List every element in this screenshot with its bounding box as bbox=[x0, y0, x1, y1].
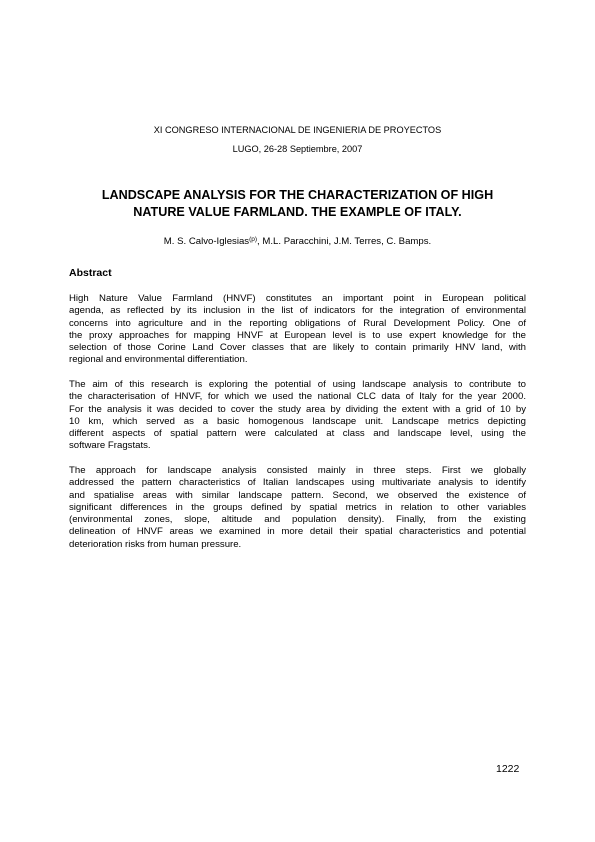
text-line: software Fragstats. bbox=[69, 440, 151, 452]
text-line: addressed the pattern characteristics of Italian landscapes using multivariate analysis to identify bbox=[69, 477, 526, 489]
page-number: 1222 bbox=[496, 763, 520, 775]
paper-title-line-2: NATURE VALUE FARMLAND. THE EXAMPLE OF ITALY. bbox=[133, 205, 462, 219]
first-author: M. S. Calvo-Iglesias bbox=[163, 236, 250, 247]
abstract-paragraph-2 bbox=[69, 379, 526, 453]
co-authors: , M.L. Paracchini, J.M. Terres, C. Bamps. bbox=[257, 236, 432, 247]
text-line: the proxy approaches for mapping HNVF at European level is to use expert knowledge for the bbox=[69, 329, 526, 341]
text-line: 10 km, which served as a basic homogenous landscape unit. Landscape metrics depicting bbox=[69, 415, 526, 427]
abstract-paragraph-3 bbox=[69, 465, 526, 551]
text-line: For the analysis it was decided to cover the study area by dividing the extent with a grid of 10 by bbox=[69, 403, 526, 415]
text-line: High Nature Value Farmland (HNVF) constitutes an important point in European political bbox=[69, 293, 526, 304]
paper-title-line-1: LANDSCAPE ANALYSIS FOR THE CHARACTERIZATION OF HIGH bbox=[101, 188, 494, 202]
text-line: different aspects of spatial pattern were calculated at class and landscape level, using the bbox=[69, 428, 526, 440]
text-line: and spatialise areas with similar landscape pattern. Second, we observed the existence of bbox=[69, 489, 526, 501]
text-line: (environmental zones, slope, altitude and population density). Finally, from the existing bbox=[69, 514, 526, 526]
text-line: deterioration risks from human pressure. bbox=[69, 538, 242, 550]
text-line: selection of those Corine Land Cover classes that are likely to contain primarily HNV land, with bbox=[69, 342, 526, 354]
text-line: delineation of HNVF areas we examined in more detail their spatial characteristics and potential bbox=[69, 526, 526, 538]
text-line: The aim of this research is exploring the potential of using landscape analysis to contribute to bbox=[69, 379, 526, 390]
author-list bbox=[0, 236, 595, 248]
abstract-paragraph-1 bbox=[69, 293, 526, 367]
text-line: The approach for landscape analysis consisted mainly in three steps. First we globally bbox=[69, 465, 526, 476]
presenting-author-mark: (p) bbox=[249, 236, 258, 243]
text-line: the characterisation of HNVF, for which we used the national CLC data of Italy for the year 2000. bbox=[69, 391, 526, 403]
text-line: significant differences in the groups defined by spatial metrics in relation to other variables bbox=[69, 501, 526, 513]
text-line: agenda, as reflected by its inclusion in the list of indicators for the integration of environmental bbox=[69, 305, 526, 317]
abstract-heading: Abstract bbox=[69, 267, 112, 279]
conference-name: XI CONGRESO INTERNACIONAL DE INGENIERIA DE PROYECTOS bbox=[153, 125, 442, 135]
text-line: regional and environmental differentiation. bbox=[69, 354, 248, 366]
text-line: concerns into agriculture and in the reporting obligations of Rural Development Policy. One of bbox=[69, 317, 526, 329]
conference-place-date: LUGO, 26-28 Septiembre, 2007 bbox=[232, 144, 363, 154]
